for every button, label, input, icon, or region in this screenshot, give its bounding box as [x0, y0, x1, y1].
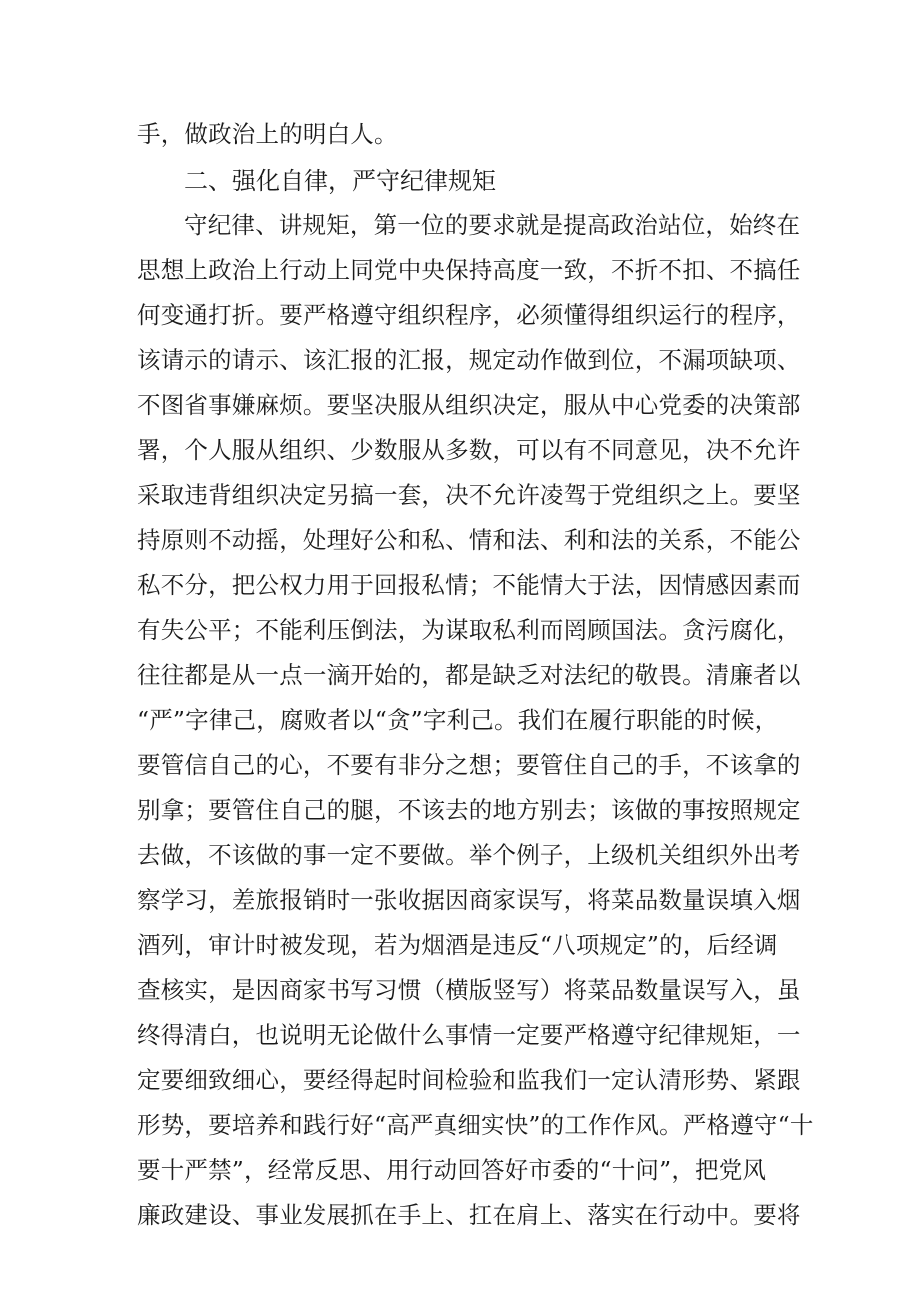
paragraph-line: 私不分，把公权力用于回报私情；不能情大于法，因情感因素而: [137, 571, 801, 599]
paragraph-line: 不图省事嫌麻烦。要坚决服从组织决定，服从中心党委的决策部: [137, 391, 801, 419]
paragraph-line: 持原则不动摇，处理好公和私、情和法、利和法的关系，不能公: [137, 526, 801, 554]
paragraph-line: 思想上政治上行动上同党中央保持高度一致，不折不扣、不搞任: [137, 256, 801, 284]
paragraph-line: 廉政建设、事业发展抓在手上、扛在肩上、落实在行动中。要将: [137, 1201, 801, 1229]
paragraph-line: 守纪律、讲规矩，第一位的要求就是提高政治站位，始终在: [184, 211, 801, 239]
paragraph-line: 酒列，审计时被发现，若为烟酒是违反“八项规定”的，后经调: [137, 931, 778, 959]
paragraph-line: 采取违背组织决定另搞一套，决不允许凌驾于党组织之上。要坚: [137, 481, 801, 509]
paragraph-line: 去做，不该做的事一定不要做。举个例子，上级机关组织外出考: [137, 841, 801, 869]
paragraph-line: 查核实，是因商家书写习惯（横版竖写）将菜品数量误写入，虽: [137, 976, 801, 1004]
paragraph-line: 要管信自己的心，不要有非分之想；要管住自己的手，不该拿的: [137, 751, 801, 779]
paragraph-line: 该请示的请示、该汇报的汇报，规定动作做到位，不漏项缺项、: [137, 346, 801, 374]
paragraph-line: 往往都是从一点一滴开始的，都是缺乏对法纪的敬畏。清廉者以: [137, 661, 801, 689]
paragraph-line: “严”字律己，腐败者以“贪”字利己。我们在履行职能的时候，: [137, 706, 779, 734]
lead-line: 手，做政治上的明白人。: [137, 120, 398, 148]
paragraph-line: 别拿；要管住自己的腿，不该去的地方别去；该做的事按照规定: [137, 796, 801, 824]
paragraph-line: 何变通打折。要严格遵守组织程序，必须懂得组织运行的程序，: [137, 301, 801, 329]
paragraph-line: 察学习，差旅报销时一张收据因商家误写，将菜品数量误填入烟: [137, 886, 801, 914]
paragraph-line: 要十严禁”，经常反思、用行动回答好市委的“十问”，把党风: [137, 1156, 767, 1184]
paragraph-line: 署，个人服从组织、少数服从多数，可以有不同意见，决不允许: [137, 436, 801, 464]
paragraph-line: 定要细致细心，要经得起时间检验和监我们一定认清形势、紧跟: [137, 1066, 801, 1094]
paragraph-line: 有失公平；不能利压倒法，为谋取私利而罔顾国法。贪污腐化，: [137, 616, 801, 644]
paragraph-line: 终得清白，也说明无论做什么事情一定要严格遵守纪律规矩，一: [137, 1021, 801, 1049]
paragraph-line: 形势，要培养和践行好“高严真细实快”的工作作风。严格遵守“十: [137, 1111, 814, 1139]
section-heading: 二、强化自律，严守纪律规矩: [184, 167, 496, 195]
